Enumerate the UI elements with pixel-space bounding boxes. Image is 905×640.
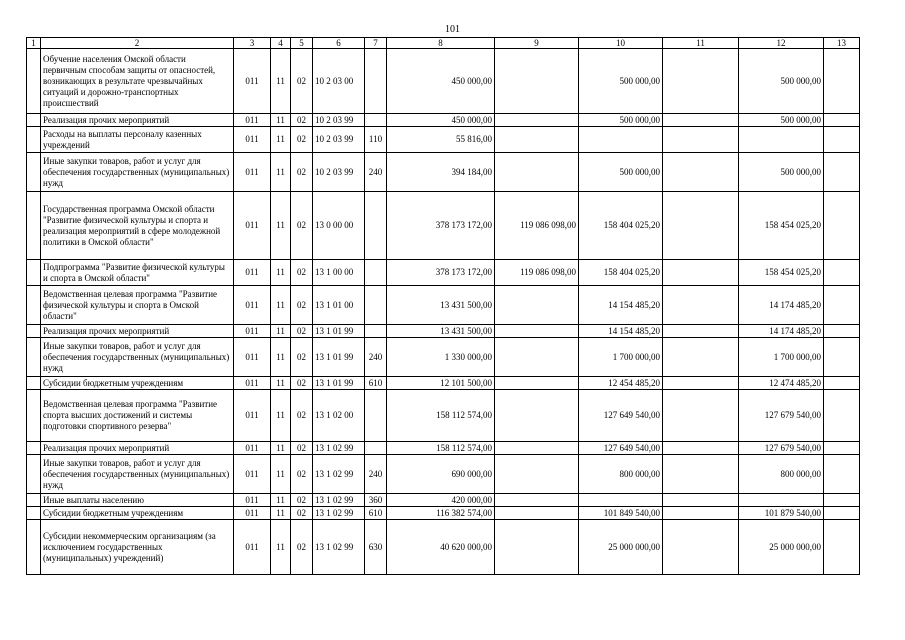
table-row xyxy=(27,114,860,127)
amount-col10-cell: 500 000,00 xyxy=(579,114,663,127)
amount-col10-cell: 158 404 025,20 xyxy=(579,192,663,260)
column-number-row xyxy=(27,38,860,49)
section-cell: 11 xyxy=(271,192,291,260)
amount-col11-cell xyxy=(663,507,739,520)
amount-col10-cell: 127 649 540,00 xyxy=(579,390,663,442)
expense-type-cell xyxy=(365,49,387,114)
row-number-cell xyxy=(27,127,41,153)
amount-col13-cell xyxy=(824,192,860,260)
amount-col8-cell: 55 816,00 xyxy=(387,127,495,153)
amount-col8-cell: 158 112 574,00 xyxy=(387,390,495,442)
amount-col12-cell: 127 679 540,00 xyxy=(739,442,824,455)
amount-col9-cell: 119 086 098,00 xyxy=(495,260,579,286)
header-cell: 2 xyxy=(41,38,234,49)
table-row xyxy=(27,127,860,153)
amount-col8-cell: 378 173 172,00 xyxy=(387,192,495,260)
header-cell: 4 xyxy=(271,38,291,49)
amount-col13-cell xyxy=(824,338,860,377)
amount-col12-cell: 158 454 025,20 xyxy=(739,192,824,260)
header-cell: 5 xyxy=(291,38,313,49)
amount-col11-cell xyxy=(663,494,739,507)
ministry-code-cell: 011 xyxy=(234,338,271,377)
amount-col11-cell xyxy=(663,192,739,260)
amount-col8-cell: 450 000,00 xyxy=(387,114,495,127)
row-number-cell xyxy=(27,153,41,192)
section-cell: 11 xyxy=(271,455,291,494)
item-name-cell: Расходы на выплаты персоналу казенных учреждений xyxy=(41,127,234,153)
ministry-code-cell: 011 xyxy=(234,286,271,325)
section-cell: 11 xyxy=(271,49,291,114)
table-row xyxy=(27,338,860,377)
amount-col11-cell xyxy=(663,520,739,575)
target-article-cell: 10 2 03 00 xyxy=(313,49,365,114)
expense-type-cell: 610 xyxy=(365,507,387,520)
amount-col10-cell: 14 154 485,20 xyxy=(579,325,663,338)
amount-col12-cell: 500 000,00 xyxy=(739,114,824,127)
row-number-cell xyxy=(27,325,41,338)
amount-col8-cell: 420 000,00 xyxy=(387,494,495,507)
amount-col9-cell xyxy=(495,286,579,325)
target-article-cell: 13 1 01 99 xyxy=(313,377,365,390)
section-cell: 11 xyxy=(271,520,291,575)
subsection-cell: 02 xyxy=(291,520,313,575)
item-name-cell: Иные закупки товаров, работ и услуг для обеспечения государственных (муниципальных) нужд xyxy=(41,338,234,377)
subsection-cell: 02 xyxy=(291,260,313,286)
amount-col11-cell xyxy=(663,390,739,442)
amount-col11-cell xyxy=(663,442,739,455)
target-article-cell: 13 1 02 00 xyxy=(313,390,365,442)
subsection-cell: 02 xyxy=(291,127,313,153)
amount-col12-cell: 12 474 485,20 xyxy=(739,377,824,390)
amount-col8-cell: 116 382 574,00 xyxy=(387,507,495,520)
ministry-code-cell: 011 xyxy=(234,507,271,520)
row-number-cell xyxy=(27,49,41,114)
target-article-cell: 13 1 02 99 xyxy=(313,507,365,520)
expense-type-cell: 630 xyxy=(365,520,387,575)
table-row xyxy=(27,390,860,442)
target-article-cell: 10 2 03 99 xyxy=(313,114,365,127)
expense-type-cell xyxy=(365,286,387,325)
amount-col13-cell xyxy=(824,325,860,338)
amount-col12-cell xyxy=(739,494,824,507)
section-cell: 11 xyxy=(271,114,291,127)
amount-col9-cell xyxy=(495,390,579,442)
amount-col13-cell xyxy=(824,455,860,494)
header-cell: 10 xyxy=(579,38,663,49)
amount-col10-cell: 800 000,00 xyxy=(579,455,663,494)
subsection-cell: 02 xyxy=(291,153,313,192)
amount-col12-cell: 14 174 485,20 xyxy=(739,325,824,338)
section-cell: 11 xyxy=(271,442,291,455)
amount-col12-cell: 101 879 540,00 xyxy=(739,507,824,520)
amount-col8-cell: 450 000,00 xyxy=(387,49,495,114)
target-article-cell: 10 2 03 99 xyxy=(313,153,365,192)
amount-col8-cell: 394 184,00 xyxy=(387,153,495,192)
row-number-cell xyxy=(27,494,41,507)
amount-col9-cell xyxy=(495,49,579,114)
subsection-cell: 02 xyxy=(291,390,313,442)
expense-type-cell: 360 xyxy=(365,494,387,507)
amount-col11-cell xyxy=(663,49,739,114)
item-name-cell: Государственная программа Омской области "Развитие физической культуры и спорта и реализация мероприятий в сфере молодежной политики в Омской области" xyxy=(41,192,234,260)
amount-col9-cell xyxy=(495,377,579,390)
header-cell: 1 xyxy=(27,38,41,49)
target-article-cell: 13 1 01 99 xyxy=(313,338,365,377)
amount-col13-cell xyxy=(824,520,860,575)
expense-type-cell: 240 xyxy=(365,338,387,377)
header-cell: 3 xyxy=(234,38,271,49)
amount-col8-cell: 40 620 000,00 xyxy=(387,520,495,575)
amount-col9-cell xyxy=(495,114,579,127)
subsection-cell: 02 xyxy=(291,114,313,127)
amount-col13-cell xyxy=(824,286,860,325)
ministry-code-cell: 011 xyxy=(234,260,271,286)
ministry-code-cell: 011 xyxy=(234,520,271,575)
amount-col13-cell xyxy=(824,153,860,192)
expense-type-cell xyxy=(365,192,387,260)
header-cell: 11 xyxy=(663,38,739,49)
ministry-code-cell: 011 xyxy=(234,390,271,442)
section-cell: 11 xyxy=(271,325,291,338)
target-article-cell: 13 1 01 00 xyxy=(313,286,365,325)
amount-col11-cell xyxy=(663,455,739,494)
ministry-code-cell: 011 xyxy=(234,192,271,260)
amount-col10-cell: 25 000 000,00 xyxy=(579,520,663,575)
amount-col13-cell xyxy=(824,49,860,114)
header-cell: 8 xyxy=(387,38,495,49)
header-cell: 7 xyxy=(365,38,387,49)
row-number-cell xyxy=(27,507,41,520)
amount-col8-cell: 13 431 500,00 xyxy=(387,325,495,338)
item-name-cell: Субсидии некоммерческим организациям (за исключением государственных (муниципальных) учреждений) xyxy=(41,520,234,575)
table-row xyxy=(27,49,860,114)
amount-col8-cell: 1 330 000,00 xyxy=(387,338,495,377)
subsection-cell: 02 xyxy=(291,325,313,338)
row-number-cell xyxy=(27,192,41,260)
amount-col8-cell: 378 173 172,00 xyxy=(387,260,495,286)
table-row xyxy=(27,325,860,338)
table-row xyxy=(27,153,860,192)
table-row xyxy=(27,377,860,390)
row-number-cell xyxy=(27,377,41,390)
item-name-cell: Реализация прочих мероприятий xyxy=(41,114,234,127)
amount-col9-cell xyxy=(495,494,579,507)
section-cell: 11 xyxy=(271,507,291,520)
budget-table xyxy=(26,37,860,575)
amount-col13-cell xyxy=(824,494,860,507)
amount-col8-cell: 158 112 574,00 xyxy=(387,442,495,455)
amount-col9-cell xyxy=(495,442,579,455)
subsection-cell: 02 xyxy=(291,455,313,494)
amount-col12-cell: 1 700 000,00 xyxy=(739,338,824,377)
ministry-code-cell: 011 xyxy=(234,127,271,153)
section-cell: 11 xyxy=(271,390,291,442)
section-cell: 11 xyxy=(271,260,291,286)
subsection-cell: 02 xyxy=(291,442,313,455)
amount-col9-cell xyxy=(495,520,579,575)
table-row xyxy=(27,494,860,507)
table-row xyxy=(27,520,860,575)
amount-col12-cell: 158 454 025,20 xyxy=(739,260,824,286)
subsection-cell: 02 xyxy=(291,338,313,377)
ministry-code-cell: 011 xyxy=(234,49,271,114)
amount-col11-cell xyxy=(663,127,739,153)
amount-col8-cell: 13 431 500,00 xyxy=(387,286,495,325)
amount-col11-cell xyxy=(663,377,739,390)
amount-col12-cell: 500 000,00 xyxy=(739,153,824,192)
amount-col13-cell xyxy=(824,114,860,127)
expense-type-cell xyxy=(365,390,387,442)
item-name-cell: Субсидии бюджетным учреждениям xyxy=(41,507,234,520)
expense-type-cell: 110 xyxy=(365,127,387,153)
amount-col11-cell xyxy=(663,338,739,377)
amount-col11-cell xyxy=(663,286,739,325)
ministry-code-cell: 011 xyxy=(234,325,271,338)
subsection-cell: 02 xyxy=(291,192,313,260)
amount-col12-cell: 14 174 485,20 xyxy=(739,286,824,325)
target-article-cell: 13 1 02 99 xyxy=(313,455,365,494)
amount-col12-cell: 25 000 000,00 xyxy=(739,520,824,575)
amount-col10-cell: 12 454 485,20 xyxy=(579,377,663,390)
table-row xyxy=(27,286,860,325)
expense-type-cell xyxy=(365,114,387,127)
amount-col8-cell: 690 000,00 xyxy=(387,455,495,494)
header-cell: 9 xyxy=(495,38,579,49)
target-article-cell: 13 1 02 99 xyxy=(313,494,365,507)
amount-col9-cell xyxy=(495,325,579,338)
header-cell: 12 xyxy=(739,38,824,49)
subsection-cell: 02 xyxy=(291,286,313,325)
item-name-cell: Реализация прочих мероприятий xyxy=(41,325,234,338)
amount-col10-cell: 14 154 485,20 xyxy=(579,286,663,325)
item-name-cell: Иные закупки товаров, работ и услуг для обеспечения государственных (муниципальных) нужд xyxy=(41,153,234,192)
amount-col11-cell xyxy=(663,153,739,192)
amount-col10-cell: 127 649 540,00 xyxy=(579,442,663,455)
item-name-cell: Обучение населения Омской области первичным способам защиты от опасностей, возникающих в результате чрезвычайных ситуаций и дорожно-транспортных происшествий xyxy=(41,49,234,114)
expense-type-cell: 610 xyxy=(365,377,387,390)
row-number-cell xyxy=(27,442,41,455)
amount-col11-cell xyxy=(663,114,739,127)
amount-col10-cell xyxy=(579,494,663,507)
item-name-cell: Ведомственная целевая программа "Развитие спорта высших достижений и системы подготовки спортивного резерва" xyxy=(41,390,234,442)
row-number-cell xyxy=(27,520,41,575)
target-article-cell: 13 1 00 00 xyxy=(313,260,365,286)
subsection-cell: 02 xyxy=(291,507,313,520)
header-cell: 13 xyxy=(824,38,860,49)
table-row xyxy=(27,260,860,286)
target-article-cell: 13 0 00 00 xyxy=(313,192,365,260)
amount-col9-cell xyxy=(495,507,579,520)
section-cell: 11 xyxy=(271,494,291,507)
expense-type-cell xyxy=(365,442,387,455)
ministry-code-cell: 011 xyxy=(234,377,271,390)
item-name-cell: Ведомственная целевая программа "Развитие физической культуры и спорта в Омской области" xyxy=(41,286,234,325)
amount-col10-cell: 1 700 000,00 xyxy=(579,338,663,377)
section-cell: 11 xyxy=(271,286,291,325)
amount-col13-cell xyxy=(824,260,860,286)
amount-col9-cell xyxy=(495,127,579,153)
ministry-code-cell: 011 xyxy=(234,153,271,192)
ministry-code-cell: 011 xyxy=(234,442,271,455)
table-row xyxy=(27,442,860,455)
amount-col12-cell: 127 679 540,00 xyxy=(739,390,824,442)
subsection-cell: 02 xyxy=(291,494,313,507)
amount-col12-cell: 800 000,00 xyxy=(739,455,824,494)
section-cell: 11 xyxy=(271,153,291,192)
amount-col10-cell: 101 849 540,00 xyxy=(579,507,663,520)
target-article-cell: 13 1 02 99 xyxy=(313,520,365,575)
section-cell: 11 xyxy=(271,127,291,153)
target-article-cell: 13 1 01 99 xyxy=(313,325,365,338)
amount-col13-cell xyxy=(824,507,860,520)
amount-col10-cell xyxy=(579,127,663,153)
ministry-code-cell: 011 xyxy=(234,494,271,507)
item-name-cell: Субсидии бюджетным учреждениям xyxy=(41,377,234,390)
amount-col9-cell xyxy=(495,455,579,494)
expense-type-cell xyxy=(365,325,387,338)
section-cell: 11 xyxy=(271,338,291,377)
amount-col12-cell xyxy=(739,127,824,153)
expense-type-cell: 240 xyxy=(365,455,387,494)
row-number-cell xyxy=(27,286,41,325)
amount-col9-cell xyxy=(495,338,579,377)
amount-col10-cell: 500 000,00 xyxy=(579,49,663,114)
row-number-cell xyxy=(27,455,41,494)
section-cell: 11 xyxy=(271,377,291,390)
subsection-cell: 02 xyxy=(291,377,313,390)
amount-col9-cell: 119 086 098,00 xyxy=(495,192,579,260)
expense-type-cell xyxy=(365,260,387,286)
amount-col11-cell xyxy=(663,260,739,286)
row-number-cell xyxy=(27,390,41,442)
row-number-cell xyxy=(27,338,41,377)
target-article-cell: 13 1 02 99 xyxy=(313,442,365,455)
target-article-cell: 10 2 03 99 xyxy=(313,127,365,153)
amount-col8-cell: 12 101 500,00 xyxy=(387,377,495,390)
header-cell: 6 xyxy=(313,38,365,49)
amount-col10-cell: 500 000,00 xyxy=(579,153,663,192)
amount-col13-cell xyxy=(824,390,860,442)
row-number-cell xyxy=(27,260,41,286)
amount-col13-cell xyxy=(824,127,860,153)
amount-col12-cell: 500 000,00 xyxy=(739,49,824,114)
ministry-code-cell: 011 xyxy=(234,455,271,494)
item-name-cell: Иные закупки товаров, работ и услуг для обеспечения государственных (муниципальных) нужд xyxy=(41,455,234,494)
expense-type-cell: 240 xyxy=(365,153,387,192)
row-number-cell xyxy=(27,114,41,127)
ministry-code-cell: 011 xyxy=(234,114,271,127)
amount-col13-cell xyxy=(824,442,860,455)
table-row xyxy=(27,455,860,494)
item-name-cell: Реализация прочих мероприятий xyxy=(41,442,234,455)
item-name-cell: Иные выплаты населению xyxy=(41,494,234,507)
amount-col10-cell: 158 404 025,20 xyxy=(579,260,663,286)
item-name-cell: Подпрограмма "Развитие физической культуры и спорта в Омской области" xyxy=(41,260,234,286)
amount-col9-cell xyxy=(495,153,579,192)
table-row xyxy=(27,192,860,260)
subsection-cell: 02 xyxy=(291,49,313,114)
amount-col13-cell xyxy=(824,377,860,390)
page-number: 101 xyxy=(445,24,460,35)
amount-col11-cell xyxy=(663,325,739,338)
table-row xyxy=(27,507,860,520)
